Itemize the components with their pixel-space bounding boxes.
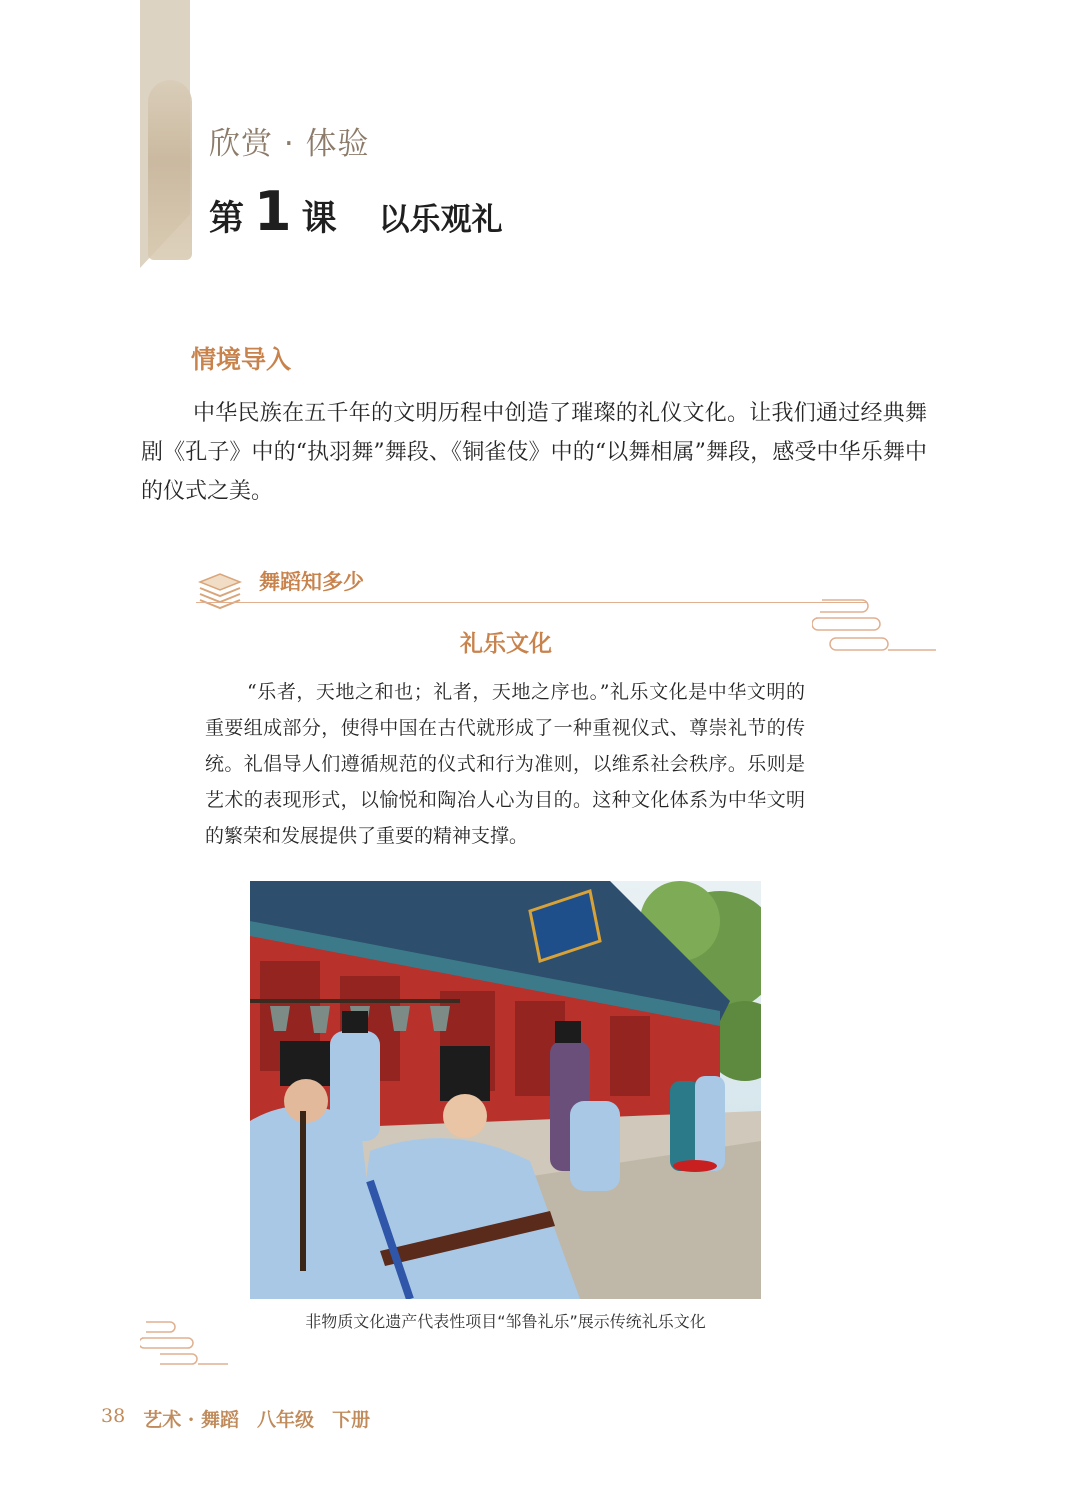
stacked-books-icon: [196, 570, 244, 610]
knowledge-subheading: 礼乐文化: [460, 631, 552, 657]
lesson-name: 以乐观礼: [378, 202, 503, 238]
knowledge-header: [196, 566, 866, 616]
ceremony-photo: [250, 881, 761, 1299]
intro-paragraph: 中华民族在五千年的文明历程中创造了璀璨的礼仪文化。让我们通过经典舞剧《孔子》中的“执羽舞”舞段、《铜雀伎》中的“以舞相属”舞段，感受中华乐舞中的仪式之美。: [141, 401, 927, 504]
page-number: 38: [101, 1405, 126, 1427]
statue-image: [148, 80, 192, 260]
knowledge-heading: 舞蹈知多少: [259, 570, 364, 594]
lesson-title: [209, 180, 503, 243]
page-footer: [101, 1405, 370, 1432]
book-title: 艺术 · 舞蹈: [143, 1409, 240, 1431]
cloud-ornament-bottom-icon: [140, 1318, 230, 1368]
lesson-prefix: 第: [209, 199, 245, 239]
knowledge-paragraph: “乐者，天地之和也；礼者，天地之序也。”礼乐文化是中华文明的重要组成部分，使得中国在古代就形成了一种重视仪式、尊崇礼节的传统。礼倡导人们遵循规范的仪式和行为准则，以维系社会秩序。乐则是艺术的表现形式，以愉悦和陶冶人心为目的。这种文化体系为中华文明的繁荣和发展提供了重要的精神支撑。: [205, 681, 805, 847]
intro-heading: 情境导入: [191, 345, 292, 374]
grade-label: 八年级: [257, 1409, 315, 1431]
series-label: 欣赏 · 体验: [209, 126, 370, 162]
lesson-suffix: 课: [301, 199, 337, 239]
knowledge-divider: [196, 602, 866, 603]
photo-caption: 非物质文化遗产代表性项目“邹鲁礼乐”展示传统礼乐文化: [305, 1312, 706, 1331]
lesson-number: 1: [254, 180, 292, 243]
volume-label: 下册: [332, 1409, 371, 1431]
